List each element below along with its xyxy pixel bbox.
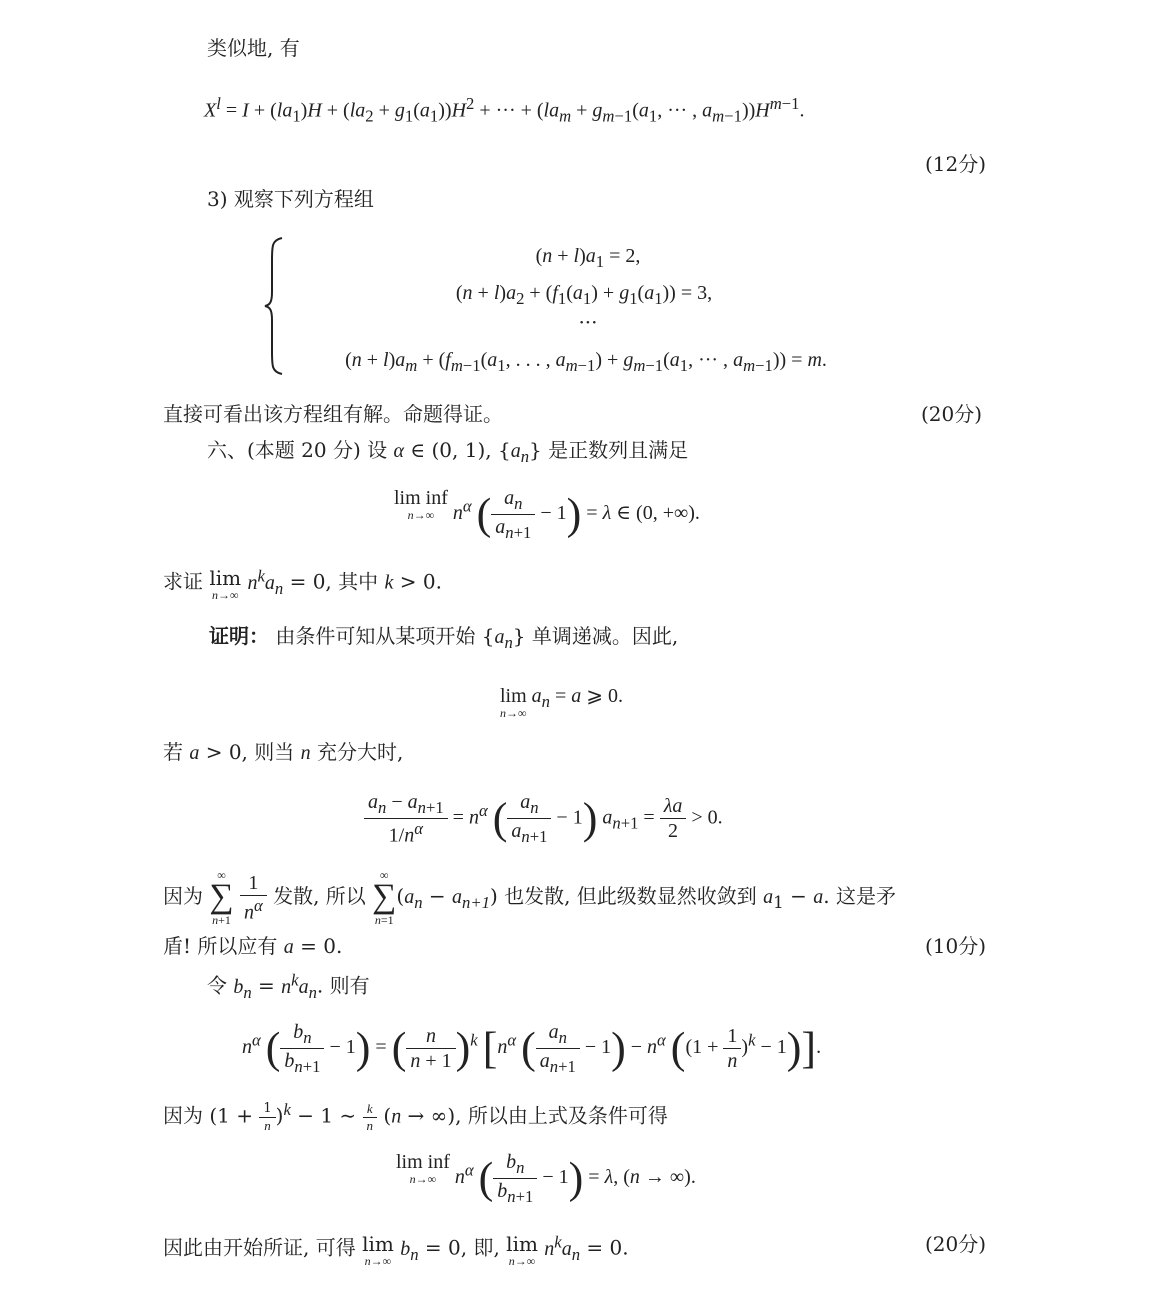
score-12: (12分) — [924, 152, 986, 176]
text-line-contradiction: 盾! 所以应有 a = 0. — [163, 934, 343, 958]
text-line-divergent: 因为 ∞ ∑ n+1 $\frac{1}{n^\alpha}$ 发散, 所以 ∞ ∑ n=1 $(a_n - a_{n+1})$ 也发散, 但此级数显然收敛到 $a_1 - a$. 这是矛 — [163, 868, 896, 927]
text-line-conclusion: 因此由开始所证, 可得 lim n→∞ $b_n = 0$, 即, lim n→∞ $n^ka_n = 0$. — [163, 1232, 629, 1268]
system-eq-1: $(n + l)a_1 = 2$, — [535, 245, 641, 271]
score-10: (10分) — [924, 934, 986, 958]
score-20-a: (20分) — [920, 402, 982, 426]
text-line-proof-start: 证明： 由条件可知从某项开始 $\{a_n\}$ 单调递减。因此, — [209, 624, 679, 652]
sum-symbol-1: ∞ ∑ n+1 — [209, 868, 234, 927]
formula-difference-ratio: $\frac{a_n - a_{n+1}}{1/n^\alpha}$ = $n^\alpha$ ( $\frac{a_n}{a_{n+1}}$ − 1) $a_{n+1}$ = $\frac{\lambda a}{2}$ > 0. — [364, 790, 723, 848]
score-20-b: (20分) — [924, 1232, 986, 1256]
proof-label: 证明： — [209, 624, 269, 648]
text-line-similarly: 类似地, 有 — [207, 36, 300, 60]
text-line-let-bn: 令 $b_n = n^ka_n$. 则有 — [207, 970, 370, 1002]
text-line-prove: 求证 lim n→∞ $n^ka_n = 0$, 其中 k > 0. — [163, 566, 442, 602]
formula-x-power-l: $X^l = I + (la_1)H + (la_2 + g_1(a_1))H^2$ + ··· + ($la_m + g_{m-1}(a_1$, ··· , $a_{m-1}))H^{m-1}$. — [204, 94, 805, 126]
text-line-solvable: 直接可看出该方程组有解。命题得证。 — [163, 402, 503, 426]
system-eq-dots: ··· — [578, 310, 598, 334]
text-line-if-a-positive: 若 a > 0, 则当 n 充分大时, — [163, 740, 404, 764]
formula-bn-ratio: $n^\alpha$ ( $\frac{b_n}{b_{n+1}}$ − 1) = ( $\frac{n}{n + 1}$ )$^k$ [$n^\alpha$ ( $\frac{a_n}{a_{n+1}}$ − $1) - n^\alpha$ ((1 + $\frac{1}{n}$ )$^k$ − 1)]. — [242, 1021, 822, 1076]
system-eq-2: $(n + l)a_2 + (f_1(a_1) + g_1(a_1)) = 3$, — [455, 282, 713, 308]
formula-liminf-bn: lim inf n→∞ $n^\alpha$ ( $\frac{b_n}{b_{n+1}}$ − 1) = λ, (n → ∞). — [396, 1151, 696, 1206]
formula-limit-a: lim n→∞ $a_n = a$ ⩾ 0. — [500, 685, 624, 720]
system-eq-m: $(n + l)a_m + (f_{m-1}(a_1$, . . . , $a_{m-1}) + g_{m-1}(a_1$, ··· , $a_{m-1})) = m$. — [345, 349, 827, 375]
formula-liminf-condition: lim inf n→∞ $n^\alpha$ ( $\frac{a_n}{a_{n+1}}$ − 1) = λ ∈ (0, +∞). — [394, 487, 700, 542]
text-line-observe: 3) 观察下列方程组 — [207, 187, 374, 211]
text-line-equivalence: 因为 (1 + $\frac{1}{n}$ )$^k$ − 1 ∼ $\frac{k}{n}$ (n → ∞), 所以由上式及条件可得 — [163, 1100, 668, 1133]
problem-six-statement: 六、(本题 20 分) 设 α ∈ (0, 1), $\{a_n\}$ 是正数列且满足 — [207, 438, 689, 466]
sum-symbol-2: ∞ ∑ n=1 — [372, 868, 397, 927]
